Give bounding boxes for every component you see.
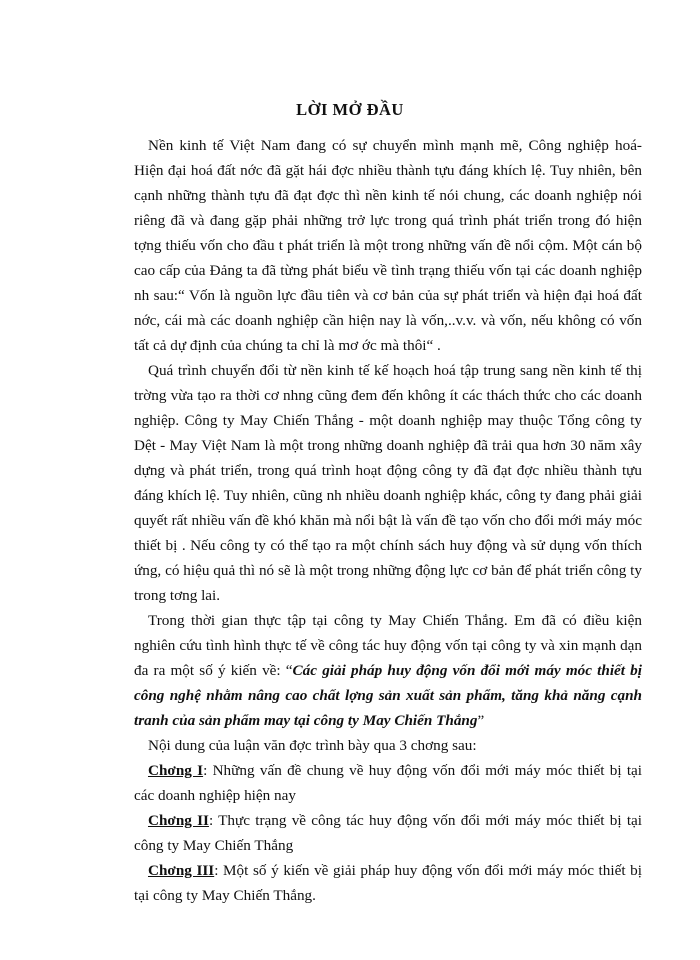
chapter-text: : Thực trạng về công tác huy động vốn đổi mới máy móc thiết bị tại công ty May Chiến Thắng [134,812,643,854]
page-title: LỜI MỞ ĐẦU [296,100,404,119]
chapter-label: Chơng III [148,862,215,879]
paragraph-intro: Nền kinh tế Việt Nam đang có sự chuyển mình mạnh mẽ, Công nghiệp hoá- Hiện đại hoá đất nớc đã gặt hái đợc nhiều thành tựu đáng khích lệ. Tuy nhiên, bên cạnh những thành tựu đã đạt đợc thì nền kinh tế nói chung, các doanh nghiệp nói riêng đã và đang gặp phải những trở lực trong quá trình phát triển trong đó hiện tợng thiếu vốn cho đầu t phát triển là một trong những vấn đề nổi cộm. Một cán bộ cao cấp của Đảng ta đã từng phát biểu về tình trạng thiếu vốn tại các doanh nghiệp nh sau:“ Vốn là nguồn lực đầu tiên và cơ bản của sự phát triển và hiện đại hoá đất nớc, cái mà các doanh nghiệp cần hiện nay là vốn,..v.v. và vốn, nếu không có vốn tất cả dự định của chúng ta chỉ là mơ ớc mà thôi“ . [134,137,642,354]
outline-intro: Nội dung của luận văn đợc trình bày qua 3 chơng sau: [148,737,477,754]
paragraph-topic [134,608,642,733]
topic-suffix: ” [477,712,485,729]
chapter-text: : Những vấn đề chung về huy động vốn đổi mới máy móc thiết bị tại các doanh nghiệp hiện nay [134,762,643,804]
chapter-text: : Một số ý kiến về giải pháp huy động vốn đổi mới máy móc thiết bị tại công ty May Chiến Thắng. [134,862,642,904]
chapter-item-1 [134,758,642,808]
chapter-label: Chơng I [148,762,204,779]
chapter-item-2 [134,808,642,858]
paragraph-transition: Quá trình chuyển đổi từ nền kinh tế kế hoạch hoá tập trung sang nền kinh tế thị trờng vừa tạo ra thời cơ nhng cũng đem đến không ít các thách thức cho các doanh nghiệp. Công ty May Chiến Thắng - một doanh nghiệp may thuộc Tổng công ty Dệt - May Việt Nam là một trong những doanh nghiệp đã trải qua hơn 30 năm xây dựng và phát triển, trong quá trình hoạt động công ty đã đạt đợc nhiều thành tựu đáng khích lệ. Tuy nhiên, cũng nh nhiều doanh nghiệp khác, công ty đang phải giải quyết rất nhiều vấn đề khó khăn mà nổi bật là vấn đề tạo vốn cho đổi mới máy móc thiết bị . Nếu công ty có thể tạo ra một chính sách huy động và sử dụng vốn thích ứng, có hiệu quả thì nó sẽ là một trong những động lực cơ bản để phát triển công ty trong tơng lai. [134,362,642,604]
chapter-item-3 [134,858,642,908]
thesis-topic: Các giải pháp huy động vốn đổi mới máy móc thiết bị công nghệ nhằm nâng cao chất lợng sản xuất sản phẩm, tăng khả năng cạnh tranh của sản phẩm may tại công ty May Chiến Thắng [134,662,642,729]
document-body [134,133,642,908]
topic-prefix: Trong thời gian thực tập tại công ty May Chiến Thắng. Em đã có điều kiện nghiên cứu tình hình thực tế về công tác huy động vốn tại công ty và xin mạnh dạn đa ra một số ý kiến về: “ [134,612,642,679]
chapter-label: Chơng II [148,812,209,829]
